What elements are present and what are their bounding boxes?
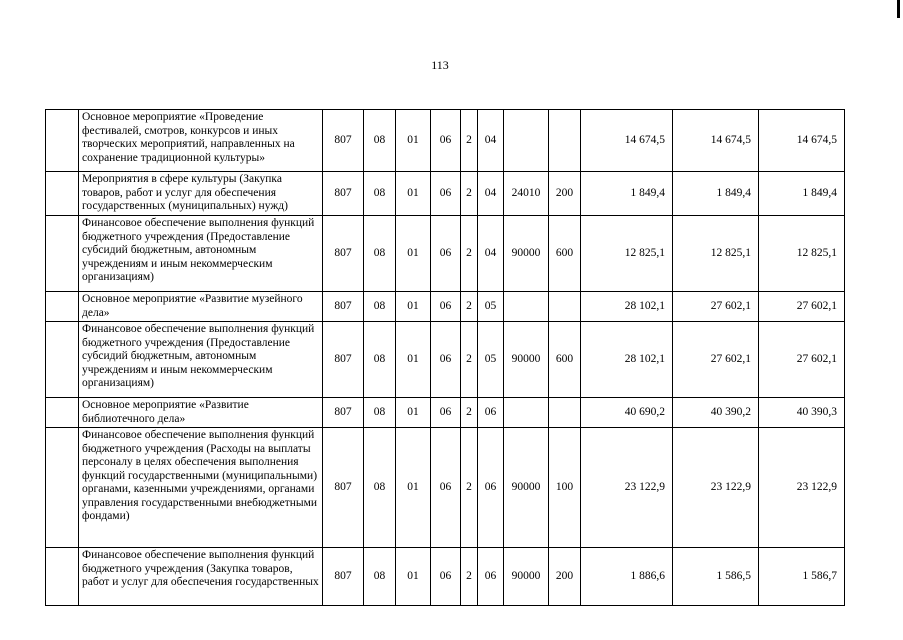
code-subprogram-cell: 2 bbox=[461, 428, 478, 548]
amount-year-3-cell: 27 602,1 bbox=[759, 322, 845, 398]
code-subprogram-cell: 2 bbox=[461, 110, 478, 172]
code-expense-type-cell bbox=[549, 110, 581, 172]
table-row bbox=[46, 292, 845, 322]
amount-year-3-cell: 1 586,7 bbox=[759, 548, 845, 606]
row-number-cell bbox=[46, 172, 79, 216]
code-ministry-cell: 807 bbox=[323, 172, 364, 216]
amount-year-2-cell: 27 602,1 bbox=[673, 322, 759, 398]
code-subsection-cell: 01 bbox=[396, 292, 431, 322]
code-section-cell: 08 bbox=[364, 548, 396, 606]
item-name-cell: Основное мероприятие «Развитие библиотечного дела» bbox=[79, 398, 323, 428]
amount-year-2-cell: 14 674,5 bbox=[673, 110, 759, 172]
item-name-cell: Финансовое обеспечение выполнения функций бюджетного учреждения (Закупка товаров, работ и услуг для обеспечения государственных bbox=[79, 548, 323, 606]
code-expense-type-cell bbox=[549, 398, 581, 428]
code-direction-cell bbox=[504, 292, 549, 322]
code-expense-type-cell: 600 bbox=[549, 322, 581, 398]
code-ministry-cell: 807 bbox=[323, 216, 364, 292]
amount-year-3-cell: 1 849,4 bbox=[759, 172, 845, 216]
code-direction-cell: 24010 bbox=[504, 172, 549, 216]
code-subprogram-cell: 2 bbox=[461, 292, 478, 322]
code-direction-cell bbox=[504, 110, 549, 172]
code-direction-cell: 90000 bbox=[504, 548, 549, 606]
code-ministry-cell: 807 bbox=[323, 428, 364, 548]
code-program-cell: 06 bbox=[431, 548, 461, 606]
amount-year-1-cell: 12 825,1 bbox=[581, 216, 673, 292]
code-program-cell: 06 bbox=[431, 428, 461, 548]
code-event-cell: 05 bbox=[478, 322, 504, 398]
amount-year-2-cell: 1 849,4 bbox=[673, 172, 759, 216]
code-expense-type-cell: 600 bbox=[549, 216, 581, 292]
code-event-cell: 04 bbox=[478, 216, 504, 292]
code-ministry-cell: 807 bbox=[323, 548, 364, 606]
code-program-cell: 06 bbox=[431, 398, 461, 428]
amount-year-1-cell: 1 849,4 bbox=[581, 172, 673, 216]
amount-year-3-cell: 40 390,3 bbox=[759, 398, 845, 428]
amount-year-2-cell: 40 390,2 bbox=[673, 398, 759, 428]
code-expense-type-cell: 200 bbox=[549, 548, 581, 606]
item-name-cell: Основное мероприятие «Проведение фестивалей, смотров, конкурсов и иных творческих мероприятий, направленных на сохранение традиционной культуры» bbox=[79, 110, 323, 172]
row-number-cell bbox=[46, 322, 79, 398]
code-section-cell: 08 bbox=[364, 428, 396, 548]
amount-year-2-cell: 12 825,1 bbox=[673, 216, 759, 292]
amount-year-1-cell: 28 102,1 bbox=[581, 322, 673, 398]
code-program-cell: 06 bbox=[431, 322, 461, 398]
code-subsection-cell: 01 bbox=[396, 216, 431, 292]
code-program-cell: 06 bbox=[431, 110, 461, 172]
code-event-cell: 05 bbox=[478, 292, 504, 322]
code-direction-cell: 90000 bbox=[504, 428, 549, 548]
code-direction-cell: 90000 bbox=[504, 322, 549, 398]
code-section-cell: 08 bbox=[364, 292, 396, 322]
table-row bbox=[46, 398, 845, 428]
table-row bbox=[46, 172, 845, 216]
item-name-cell: Финансовое обеспечение выполнения функций бюджетного учреждения (Расходы на выплаты персоналу в целях обеспечения выполнения функций государственными (муниципальными) органами, казенными учреждениями, органами управления государственными внебюджетными фондами) bbox=[79, 428, 323, 548]
code-subprogram-cell: 2 bbox=[461, 216, 478, 292]
code-subprogram-cell: 2 bbox=[461, 398, 478, 428]
item-name-cell: Мероприятия в сфере культуры (Закупка товаров, работ и услуг для обеспечения государственных (муниципальных) нужд) bbox=[79, 172, 323, 216]
code-ministry-cell: 807 bbox=[323, 398, 364, 428]
code-section-cell: 08 bbox=[364, 322, 396, 398]
code-subprogram-cell: 2 bbox=[461, 172, 478, 216]
code-subprogram-cell: 2 bbox=[461, 322, 478, 398]
amount-year-1-cell: 23 122,9 bbox=[581, 428, 673, 548]
row-number-cell bbox=[46, 216, 79, 292]
code-ministry-cell: 807 bbox=[323, 322, 364, 398]
code-event-cell: 06 bbox=[478, 398, 504, 428]
code-section-cell: 08 bbox=[364, 110, 396, 172]
code-subsection-cell: 01 bbox=[396, 322, 431, 398]
amount-year-1-cell: 14 674,5 bbox=[581, 110, 673, 172]
amount-year-2-cell: 1 586,5 bbox=[673, 548, 759, 606]
amount-year-1-cell: 28 102,1 bbox=[581, 292, 673, 322]
code-expense-type-cell bbox=[549, 292, 581, 322]
budget-table bbox=[45, 109, 845, 606]
code-program-cell: 06 bbox=[431, 216, 461, 292]
code-event-cell: 04 bbox=[478, 110, 504, 172]
code-direction-cell: 90000 bbox=[504, 216, 549, 292]
row-number-cell bbox=[46, 548, 79, 606]
code-subsection-cell: 01 bbox=[396, 110, 431, 172]
amount-year-3-cell: 14 674,5 bbox=[759, 110, 845, 172]
item-name-cell: Основное мероприятие «Развитие музейного дела» bbox=[79, 292, 323, 322]
code-section-cell: 08 bbox=[364, 172, 396, 216]
row-number-cell bbox=[46, 398, 79, 428]
code-expense-type-cell: 200 bbox=[549, 172, 581, 216]
code-ministry-cell: 807 bbox=[323, 110, 364, 172]
code-subsection-cell: 01 bbox=[396, 428, 431, 548]
row-number-cell bbox=[46, 292, 79, 322]
table-row bbox=[46, 428, 845, 548]
amount-year-2-cell: 27 602,1 bbox=[673, 292, 759, 322]
table-row bbox=[46, 322, 845, 398]
code-program-cell: 06 bbox=[431, 292, 461, 322]
code-event-cell: 06 bbox=[478, 548, 504, 606]
table-row bbox=[46, 110, 845, 172]
code-section-cell: 08 bbox=[364, 216, 396, 292]
page-number: 113 bbox=[431, 58, 449, 72]
row-number-cell bbox=[46, 428, 79, 548]
code-subsection-cell: 01 bbox=[396, 172, 431, 216]
amount-year-3-cell: 23 122,9 bbox=[759, 428, 845, 548]
code-subsection-cell: 01 bbox=[396, 398, 431, 428]
amount-year-1-cell: 1 886,6 bbox=[581, 548, 673, 606]
item-name-cell: Финансовое обеспечение выполнения функций бюджетного учреждения (Предоставление субсидий бюджетным, автономным учреждениям и иным некоммерческим организациям) bbox=[79, 322, 323, 398]
table-row bbox=[46, 548, 845, 606]
amount-year-1-cell: 40 690,2 bbox=[581, 398, 673, 428]
code-event-cell: 04 bbox=[478, 172, 504, 216]
code-event-cell: 06 bbox=[478, 428, 504, 548]
code-subsection-cell: 01 bbox=[396, 548, 431, 606]
table-row bbox=[46, 216, 845, 292]
code-program-cell: 06 bbox=[431, 172, 461, 216]
page-edge-mark bbox=[897, 0, 900, 18]
amount-year-3-cell: 27 602,1 bbox=[759, 292, 845, 322]
item-name-cell: Финансовое обеспечение выполнения функций бюджетного учреждения (Предоставление субсидий бюджетным, автономным учреждениям и иным некоммерческим организациям) bbox=[79, 216, 323, 292]
code-ministry-cell: 807 bbox=[323, 292, 364, 322]
code-subprogram-cell: 2 bbox=[461, 548, 478, 606]
code-expense-type-cell: 100 bbox=[549, 428, 581, 548]
row-number-cell bbox=[46, 110, 79, 172]
amount-year-2-cell: 23 122,9 bbox=[673, 428, 759, 548]
amount-year-3-cell: 12 825,1 bbox=[759, 216, 845, 292]
code-section-cell: 08 bbox=[364, 398, 396, 428]
code-direction-cell bbox=[504, 398, 549, 428]
